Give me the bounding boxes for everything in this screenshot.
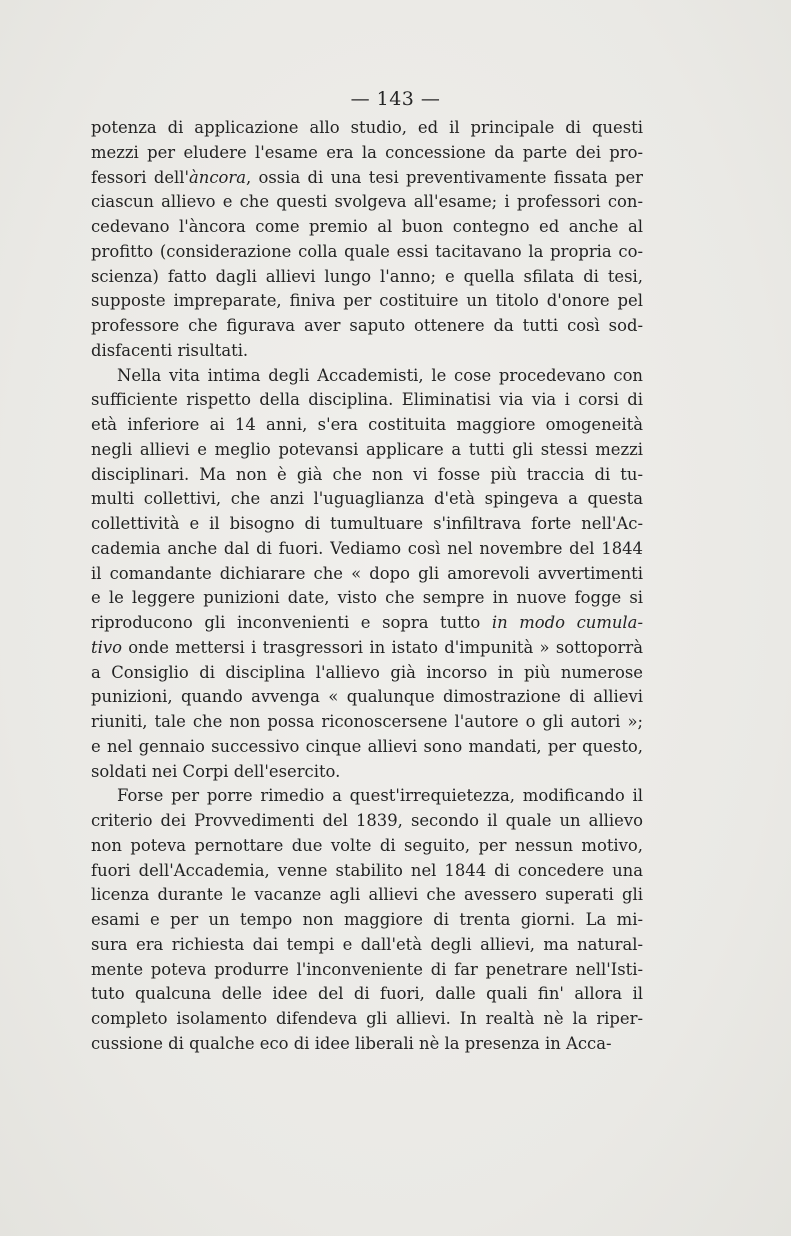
line-text: , ossia di una tesi preventivamente fissata per (246, 167, 643, 187)
line-text: Nella vita intima degli Accademisti, le cose procedevano con (117, 365, 643, 385)
text-line (91, 413, 643, 438)
text-line (91, 537, 643, 562)
text-line (91, 908, 643, 933)
text-line (91, 784, 643, 809)
line-text: potenza di applicazione allo studio, ed il principale di questi (91, 118, 643, 137)
line-text: onde mettersi i trasgressori in istato d'impunità » sottoporrà (121, 637, 643, 657)
text-line (91, 166, 643, 191)
text-line (91, 982, 643, 1007)
line-text: Forse per porre rimedio a quest'irrequietezza, modificando il (117, 786, 643, 806)
text-line (91, 735, 643, 760)
text-line (91, 512, 643, 537)
line-text: ciascun allievo e che questi svolgeva all'esame; i professori con- (91, 192, 643, 212)
line-text: collettività e il bisogno di tumultuare s'infiltrava forte nell'Ac- (91, 514, 643, 533)
text-line (91, 314, 643, 339)
line-text: multi collettivi, che anzi l'uguaglianza d'età spingeva a questa (91, 489, 643, 509)
text-line (91, 116, 643, 141)
text-line (91, 760, 643, 785)
line-text: criterio dei Provvedimenti del 1839, secondo il quale un allievo (91, 811, 643, 830)
text-line (91, 1007, 643, 1032)
line-text: profitto (considerazione colla quale essi tacitavano la propria co- (91, 241, 643, 261)
line-text: negli allievi e meglio potevansi applicare a tutti gli stessi mezzi (91, 439, 643, 459)
line-text: esami e per un tempo non maggiore di trenta giorni. La mi- (91, 910, 643, 929)
line-text: completo isolamento difendeva gli allievi. In realtà nè la riper- (91, 1009, 643, 1028)
line-text: scienza) fatto dagli allievi lungo l'anno; e quella sfilata di tesi, (91, 266, 643, 286)
italic-text: in modo cumula- (491, 613, 643, 632)
line-text: soldati nei Corpi dell'esercito. (91, 761, 341, 781)
line-text: e nel gennaio successivo cinque allievi sono mandati, per questo, (91, 736, 643, 756)
text-line (91, 586, 643, 611)
line-text: punizioni, quando avvenga « qualunque dimostrazione di allievi (91, 687, 643, 707)
line-text: riproducono gli inconvenienti e sopra tutto (91, 613, 492, 632)
line-text: fuori dell'Accademia, venne stabilito nel 1844 di concedere una (91, 860, 643, 880)
text-line (91, 933, 643, 958)
line-text: mente poteva produrre l'inconveniente di far penetrare nell'Isti- (91, 959, 643, 979)
line-text: età inferiore ai 14 anni, s'era costituita maggiore omogeneità (91, 415, 643, 434)
text-line (91, 958, 643, 983)
line-text: licenza durante le vacanze agli allievi che avessero superati gli (91, 885, 643, 905)
text-line (91, 809, 643, 834)
text-line (91, 834, 643, 859)
page-number: — 143 — (350, 88, 441, 110)
text-line (91, 710, 643, 735)
text-line (91, 636, 643, 661)
body-text (91, 116, 643, 1057)
line-text: disciplinari. Ma non è già che non vi fosse più traccia di tu- (91, 464, 643, 484)
text-line (91, 611, 643, 636)
line-text: mezzi per eludere l'esame era la concessione da parte dei pro- (91, 142, 643, 162)
text-line (91, 289, 643, 314)
text-line (91, 859, 643, 884)
line-text: e le leggere punizioni date, visto che sempre in nuove fogge si (91, 588, 643, 608)
line-text: cedevano l'àncora come premio al buon contegno ed anche al (91, 217, 643, 236)
text-line (91, 364, 643, 389)
text-line (91, 141, 643, 166)
text-line (91, 438, 643, 463)
line-text: sura era richiesta dai tempi e dall'età degli allievi, ma natural- (91, 934, 643, 954)
text-line (91, 685, 643, 710)
text-line (91, 661, 643, 686)
text-line (91, 562, 643, 587)
line-text: non poteva pernottare due volte di seguito, per nessun motivo, (91, 835, 643, 855)
text-line (91, 265, 643, 290)
line-text: fessori dell' (91, 167, 190, 187)
line-text: supposte impreparate, finiva per costituire un titolo d'onore pel (91, 291, 643, 311)
text-line (91, 240, 643, 265)
text-line (91, 1032, 643, 1057)
text-line (91, 339, 643, 364)
text-line (91, 388, 643, 413)
text-line (91, 463, 643, 488)
line-text: cademia anche dal di fuori. Vediamo così nel novembre del 1844 (91, 538, 643, 558)
line-text: a Consiglio di disciplina l'allievo già incorso in più numerose (91, 662, 643, 682)
line-text: il comandante dichiarare che « dopo gli amorevoli avvertimenti (91, 563, 643, 583)
text-line (91, 215, 643, 240)
italic-text: àncora (189, 167, 247, 187)
text-line (91, 190, 643, 215)
line-text: sufficiente rispetto della disciplina. Eliminatisi via via i corsi di (91, 390, 643, 410)
line-text: disfacenti risultati. (91, 340, 249, 360)
text-line (91, 487, 643, 512)
line-text: tuto qualcuna delle idee del di fuori, dalle quali fin' allora il (91, 984, 643, 1004)
line-text: professore che figurava aver saputo ottenere da tutti così sod- (91, 316, 643, 335)
line-text: riuniti, tale che non possa riconoscersene l'autore o gli autori »; (91, 712, 643, 731)
line-text: cussione di qualche eco di idee liberali nè la presenza in Acca- (91, 1033, 612, 1053)
italic-text: tivo (91, 637, 122, 657)
text-line (91, 883, 643, 908)
